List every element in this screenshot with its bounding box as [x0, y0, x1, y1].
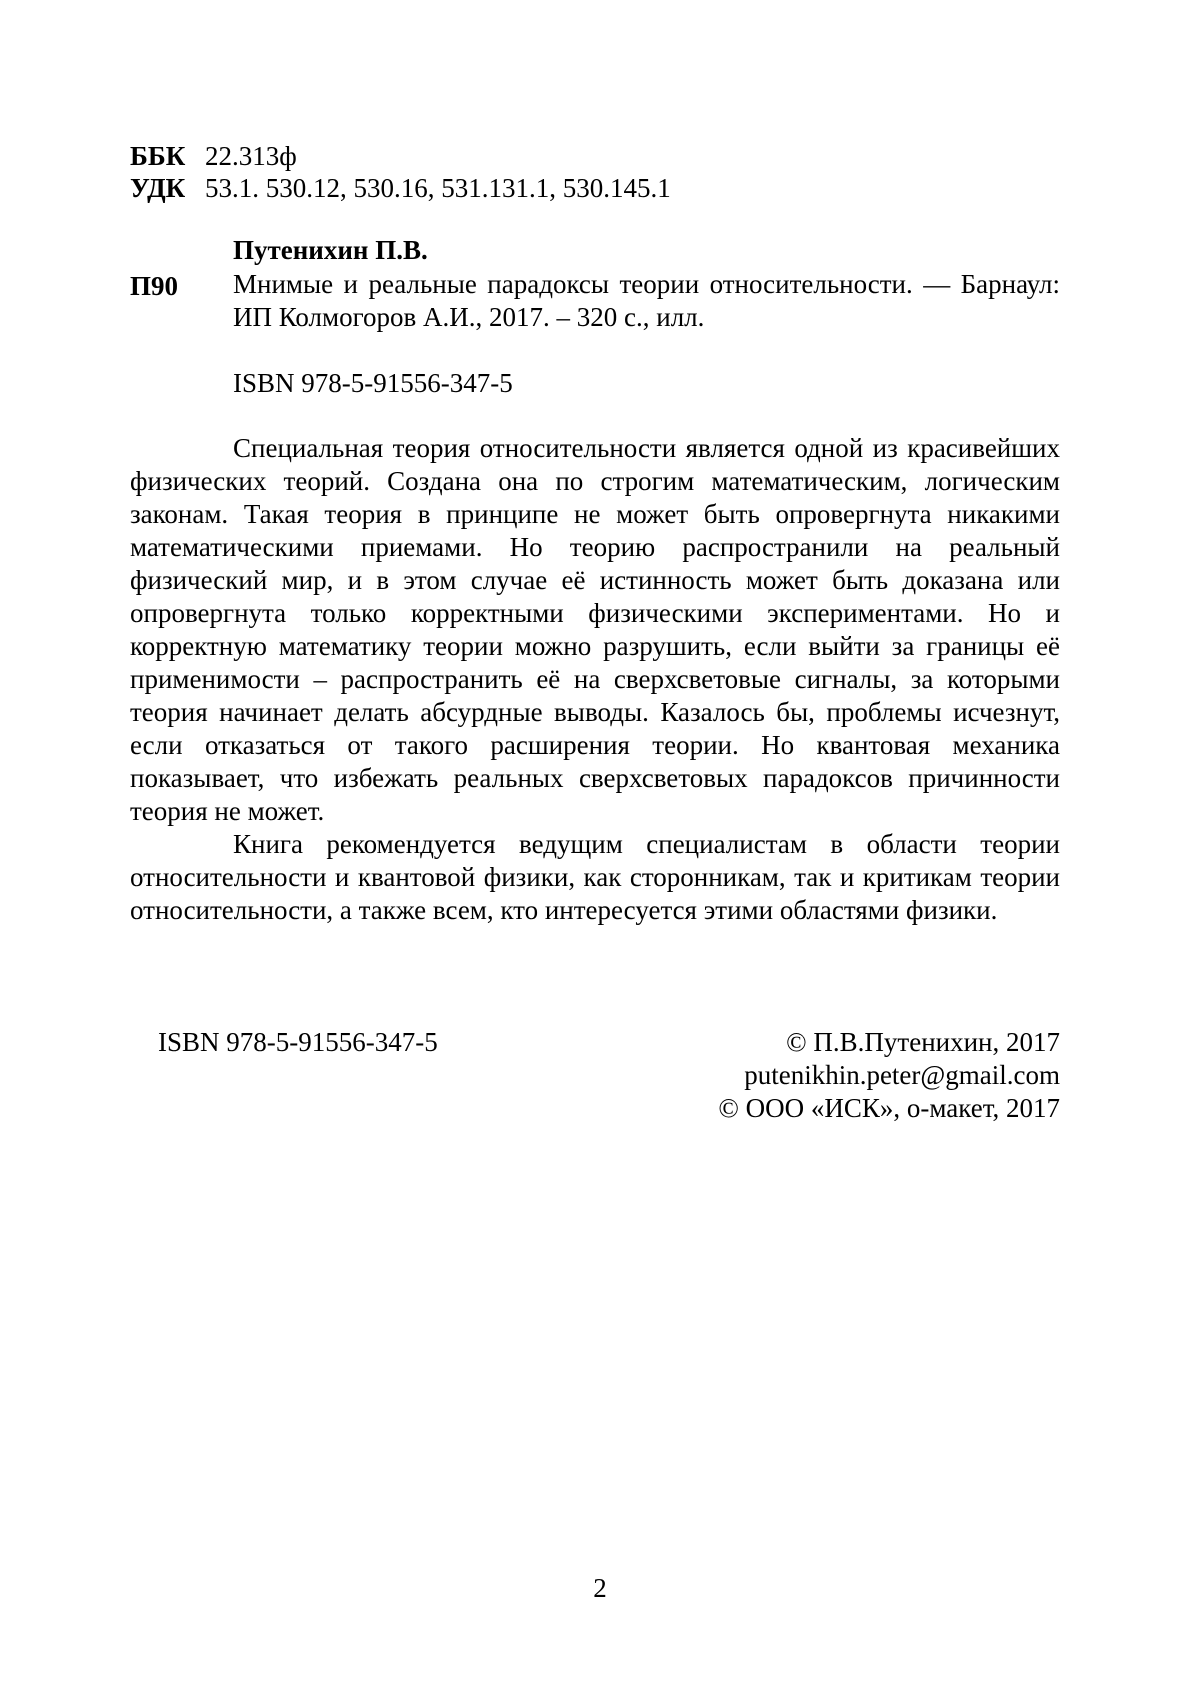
- bibliographic-citation: Мнимые и реальные парадоксы теории относительности. — Барнаул: ИП Колмогоров А.И., 2017. – 320 с., илл.: [233, 269, 1060, 332]
- annotation-paragraph-2: Книга рекомендуется ведущим специалистам в области теории относительности и квантовой физики, как сторонникам, так и критикам теории относительности, а также всем, кто интересуется этими областями физики.: [130, 829, 1060, 925]
- copyright-layout: © ООО «ИСК», о-макет, 2017: [718, 1093, 1060, 1123]
- page-number: 2: [593, 1573, 607, 1603]
- catalog-code: П90: [130, 271, 179, 301]
- udk-line: [130, 170, 671, 206]
- copyright-block: [718, 1026, 1060, 1125]
- annotation: [130, 432, 1060, 927]
- isbn-top: ISBN 978-5-91556-347-5: [233, 368, 513, 398]
- udk-label: УДК: [130, 173, 186, 203]
- author-name: Путенихин П.В.: [233, 235, 428, 265]
- bbk-label: ББК: [130, 141, 186, 171]
- udk-value: 53.1. 530.12, 530.16, 531.131.1, 530.145.1: [205, 173, 671, 203]
- bbk-value: 22.313ф: [205, 141, 297, 171]
- copyright-author: © П.В.Путенихин, 2017: [786, 1027, 1060, 1057]
- isbn-bottom: ISBN 978-5-91556-347-5: [158, 1027, 438, 1057]
- bbk-line: [130, 138, 297, 174]
- annotation-paragraph-1: Специальная теория относительности является одной из красивейших физических теорий. Создана она по строгим математическим, логическим законам. Такая теория в принципе не может быть опровергнута никакими математическими приемами. Но теорию распространили на реальный физический мир, и в этом случае её истинность может быть доказана или опровергнута только корректными физическими экспериментами. Но и корректную математику теории можно разрушить, если выйти за границы её применимости – распространить её на сверхсветовые сигналы, за которыми теория начинает делать абсурдные выводы. Казалось бы, проблемы исчезнут, если отказаться от такого расширения теории. Но квантовая механика показывает, что избежать реальных сверхсветовых парадоксов причинности теория не может.: [130, 433, 1060, 826]
- author-email: putenikhin.peter@gmail.com: [744, 1060, 1060, 1090]
